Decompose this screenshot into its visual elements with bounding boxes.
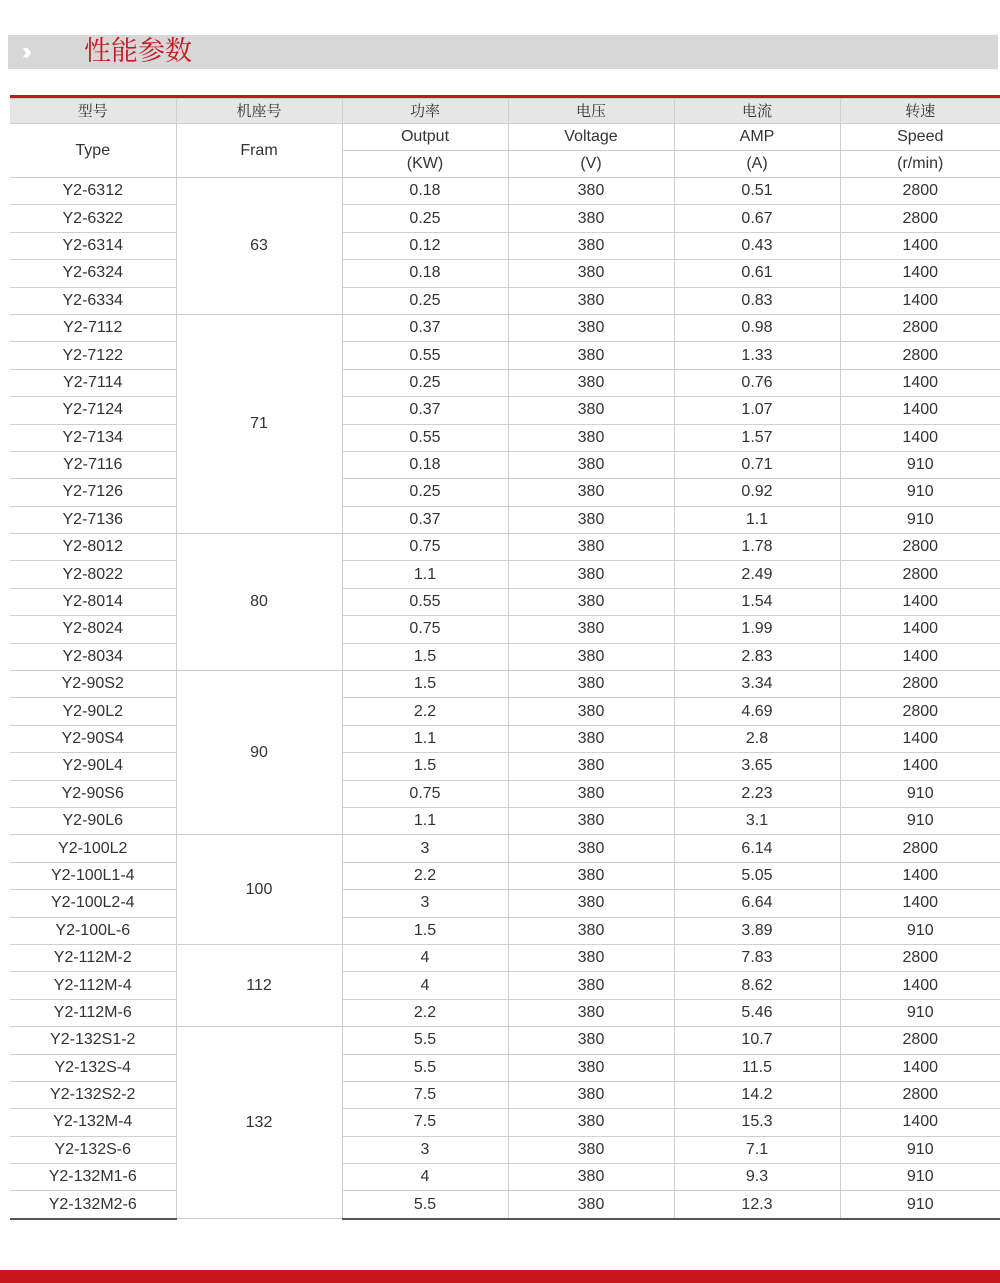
cell-type: Y2-90S2 bbox=[10, 671, 176, 698]
page-title: 性能参数 bbox=[84, 36, 192, 67]
cell-voltage: 380 bbox=[508, 588, 674, 615]
cell-voltage: 380 bbox=[508, 1027, 674, 1054]
table-row bbox=[10, 944, 1000, 971]
table-row bbox=[10, 1054, 1000, 1081]
cell-type: Y2-100L-6 bbox=[10, 917, 176, 944]
table-row bbox=[10, 588, 1000, 615]
table-row bbox=[10, 917, 1000, 944]
cell-voltage: 380 bbox=[508, 1191, 674, 1219]
header-amp-cn: 电流 bbox=[674, 99, 840, 124]
cell-speed: 910 bbox=[840, 807, 1000, 834]
cell-speed: 910 bbox=[840, 1136, 1000, 1163]
cell-output: 4 bbox=[342, 972, 508, 999]
cell-amp: 2.8 bbox=[674, 725, 840, 752]
cell-type: Y2-7136 bbox=[10, 506, 176, 533]
cell-frame: 90 bbox=[176, 671, 342, 835]
cell-amp: 3.34 bbox=[674, 671, 840, 698]
cell-speed: 910 bbox=[840, 479, 1000, 506]
table-row bbox=[10, 205, 1000, 232]
cell-speed: 1400 bbox=[840, 588, 1000, 615]
table-row bbox=[10, 753, 1000, 780]
cell-amp: 1.33 bbox=[674, 342, 840, 369]
cell-voltage: 380 bbox=[508, 671, 674, 698]
cell-amp: 7.1 bbox=[674, 1136, 840, 1163]
table-row bbox=[10, 479, 1000, 506]
cell-output: 1.5 bbox=[342, 643, 508, 670]
cell-amp: 4.69 bbox=[674, 698, 840, 725]
cell-voltage: 380 bbox=[508, 725, 674, 752]
cell-output: 1.1 bbox=[342, 561, 508, 588]
cell-output: 1.1 bbox=[342, 807, 508, 834]
cell-output: 0.25 bbox=[342, 479, 508, 506]
cell-voltage: 380 bbox=[508, 862, 674, 889]
header-type-en: Type bbox=[10, 124, 176, 178]
header-frame-cn: 机座号 bbox=[176, 99, 342, 124]
cell-speed: 2800 bbox=[840, 698, 1000, 725]
cell-frame: 63 bbox=[176, 178, 342, 315]
cell-type: Y2-132S2-2 bbox=[10, 1081, 176, 1108]
cell-output: 0.55 bbox=[342, 342, 508, 369]
cell-speed: 2800 bbox=[840, 561, 1000, 588]
cell-amp: 6.14 bbox=[674, 835, 840, 862]
cell-type: Y2-112M-2 bbox=[10, 944, 176, 971]
cell-speed: 1400 bbox=[840, 1109, 1000, 1136]
header-speed-cn: 转速 bbox=[840, 99, 1000, 124]
cell-output: 0.25 bbox=[342, 369, 508, 396]
cell-type: Y2-7126 bbox=[10, 479, 176, 506]
cell-output: 1.1 bbox=[342, 725, 508, 752]
cell-amp: 0.51 bbox=[674, 178, 840, 205]
cell-voltage: 380 bbox=[508, 917, 674, 944]
cell-amp: 0.43 bbox=[674, 232, 840, 259]
table-row bbox=[10, 314, 1000, 341]
cell-speed: 1400 bbox=[840, 616, 1000, 643]
table-row bbox=[10, 260, 1000, 287]
table-row bbox=[10, 397, 1000, 424]
cell-output: 0.37 bbox=[342, 506, 508, 533]
header-output-en: Output bbox=[342, 124, 508, 151]
cell-frame: 132 bbox=[176, 1027, 342, 1219]
cell-voltage: 380 bbox=[508, 424, 674, 451]
table-row bbox=[10, 862, 1000, 889]
cell-amp: 0.98 bbox=[674, 314, 840, 341]
header-row-en bbox=[10, 124, 1000, 151]
cell-amp: 0.76 bbox=[674, 369, 840, 396]
cell-speed: 2800 bbox=[840, 944, 1000, 971]
cell-type: Y2-132M-4 bbox=[10, 1109, 176, 1136]
performance-table bbox=[10, 98, 1000, 1220]
cell-speed: 1400 bbox=[840, 397, 1000, 424]
chevrons-icon: ››› bbox=[22, 38, 25, 65]
cell-voltage: 380 bbox=[508, 753, 674, 780]
cell-output: 0.75 bbox=[342, 534, 508, 561]
table-row bbox=[10, 807, 1000, 834]
cell-type: Y2-90S6 bbox=[10, 780, 176, 807]
cell-voltage: 380 bbox=[508, 314, 674, 341]
cell-speed: 2800 bbox=[840, 1027, 1000, 1054]
cell-speed: 2800 bbox=[840, 835, 1000, 862]
cell-amp: 11.5 bbox=[674, 1054, 840, 1081]
cell-type: Y2-132S1-2 bbox=[10, 1027, 176, 1054]
cell-type: Y2-90L2 bbox=[10, 698, 176, 725]
cell-output: 3 bbox=[342, 835, 508, 862]
cell-voltage: 380 bbox=[508, 807, 674, 834]
cell-type: Y2-8034 bbox=[10, 643, 176, 670]
cell-output: 5.5 bbox=[342, 1054, 508, 1081]
cell-voltage: 380 bbox=[508, 1054, 674, 1081]
cell-speed: 1400 bbox=[840, 972, 1000, 999]
table-row bbox=[10, 780, 1000, 807]
cell-speed: 1400 bbox=[840, 1054, 1000, 1081]
cell-speed: 1400 bbox=[840, 369, 1000, 396]
cell-output: 4 bbox=[342, 1164, 508, 1191]
cell-type: Y2-7124 bbox=[10, 397, 176, 424]
table-row bbox=[10, 725, 1000, 752]
cell-voltage: 380 bbox=[508, 287, 674, 314]
table-row bbox=[10, 342, 1000, 369]
cell-type: Y2-8024 bbox=[10, 616, 176, 643]
table-row bbox=[10, 643, 1000, 670]
table-row bbox=[10, 424, 1000, 451]
cell-type: Y2-7114 bbox=[10, 369, 176, 396]
cell-speed: 2800 bbox=[840, 178, 1000, 205]
unit-speed: (r/min) bbox=[840, 151, 1000, 178]
cell-output: 0.25 bbox=[342, 287, 508, 314]
cell-speed: 1400 bbox=[840, 725, 1000, 752]
cell-speed: 910 bbox=[840, 999, 1000, 1026]
cell-type: Y2-6324 bbox=[10, 260, 176, 287]
table-row bbox=[10, 1109, 1000, 1136]
cell-amp: 2.83 bbox=[674, 643, 840, 670]
cell-voltage: 380 bbox=[508, 205, 674, 232]
cell-amp: 14.2 bbox=[674, 1081, 840, 1108]
cell-amp: 12.3 bbox=[674, 1191, 840, 1219]
cell-output: 0.18 bbox=[342, 178, 508, 205]
cell-amp: 3.1 bbox=[674, 807, 840, 834]
cell-amp: 6.64 bbox=[674, 890, 840, 917]
table-row bbox=[10, 999, 1000, 1026]
cell-speed: 1400 bbox=[840, 232, 1000, 259]
cell-frame: 100 bbox=[176, 835, 342, 945]
cell-voltage: 380 bbox=[508, 944, 674, 971]
cell-speed: 910 bbox=[840, 917, 1000, 944]
cell-type: Y2-6312 bbox=[10, 178, 176, 205]
cell-output: 2.2 bbox=[342, 862, 508, 889]
cell-output: 5.5 bbox=[342, 1027, 508, 1054]
cell-voltage: 380 bbox=[508, 1081, 674, 1108]
cell-type: Y2-100L2 bbox=[10, 835, 176, 862]
cell-speed: 910 bbox=[840, 1191, 1000, 1219]
cell-voltage: 380 bbox=[508, 1136, 674, 1163]
cell-output: 2.2 bbox=[342, 999, 508, 1026]
cell-speed: 2800 bbox=[840, 342, 1000, 369]
cell-type: Y2-100L1-4 bbox=[10, 862, 176, 889]
cell-speed: 1400 bbox=[840, 287, 1000, 314]
unit-voltage: (V) bbox=[508, 151, 674, 178]
cell-voltage: 380 bbox=[508, 999, 674, 1026]
cell-amp: 2.23 bbox=[674, 780, 840, 807]
cell-output: 0.75 bbox=[342, 616, 508, 643]
cell-type: Y2-112M-6 bbox=[10, 999, 176, 1026]
cell-output: 7.5 bbox=[342, 1081, 508, 1108]
header-amp-en: AMP bbox=[674, 124, 840, 151]
footer-bar bbox=[0, 1270, 1000, 1283]
cell-voltage: 380 bbox=[508, 890, 674, 917]
header-type-cn: 型号 bbox=[10, 99, 176, 124]
cell-voltage: 380 bbox=[508, 479, 674, 506]
table-row bbox=[10, 835, 1000, 862]
cell-output: 7.5 bbox=[342, 1109, 508, 1136]
cell-voltage: 380 bbox=[508, 260, 674, 287]
cell-voltage: 380 bbox=[508, 1164, 674, 1191]
cell-voltage: 380 bbox=[508, 534, 674, 561]
table-row bbox=[10, 232, 1000, 259]
table-row bbox=[10, 1081, 1000, 1108]
cell-output: 0.37 bbox=[342, 397, 508, 424]
header-frame-en: Fram bbox=[176, 124, 342, 178]
table-row bbox=[10, 890, 1000, 917]
cell-amp: 1.07 bbox=[674, 397, 840, 424]
table-row bbox=[10, 671, 1000, 698]
table-row bbox=[10, 1191, 1000, 1219]
cell-voltage: 380 bbox=[508, 698, 674, 725]
cell-amp: 2.49 bbox=[674, 561, 840, 588]
cell-amp: 0.61 bbox=[674, 260, 840, 287]
cell-output: 1.5 bbox=[342, 753, 508, 780]
cell-frame: 71 bbox=[176, 314, 342, 533]
cell-speed: 1400 bbox=[840, 260, 1000, 287]
cell-type: Y2-7116 bbox=[10, 451, 176, 478]
cell-type: Y2-7122 bbox=[10, 342, 176, 369]
cell-amp: 3.89 bbox=[674, 917, 840, 944]
cell-output: 0.55 bbox=[342, 424, 508, 451]
cell-voltage: 380 bbox=[508, 780, 674, 807]
table-row bbox=[10, 561, 1000, 588]
spec-table-container bbox=[10, 95, 1000, 1220]
cell-speed: 2800 bbox=[840, 534, 1000, 561]
cell-speed: 2800 bbox=[840, 314, 1000, 341]
cell-amp: 1.1 bbox=[674, 506, 840, 533]
table-row bbox=[10, 1164, 1000, 1191]
cell-amp: 1.99 bbox=[674, 616, 840, 643]
cell-speed: 1400 bbox=[840, 753, 1000, 780]
cell-voltage: 380 bbox=[508, 232, 674, 259]
cell-amp: 0.83 bbox=[674, 287, 840, 314]
header-output-cn: 功率 bbox=[342, 99, 508, 124]
table-row bbox=[10, 287, 1000, 314]
cell-type: Y2-100L2-4 bbox=[10, 890, 176, 917]
cell-output: 0.55 bbox=[342, 588, 508, 615]
cell-speed: 910 bbox=[840, 1164, 1000, 1191]
cell-type: Y2-6314 bbox=[10, 232, 176, 259]
table-row bbox=[10, 451, 1000, 478]
table-row bbox=[10, 1136, 1000, 1163]
cell-amp: 7.83 bbox=[674, 944, 840, 971]
cell-output: 3 bbox=[342, 890, 508, 917]
cell-voltage: 380 bbox=[508, 616, 674, 643]
cell-amp: 5.46 bbox=[674, 999, 840, 1026]
unit-output: (KW) bbox=[342, 151, 508, 178]
cell-voltage: 380 bbox=[508, 369, 674, 396]
cell-type: Y2-90L6 bbox=[10, 807, 176, 834]
cell-output: 0.18 bbox=[342, 451, 508, 478]
cell-output: 1.5 bbox=[342, 917, 508, 944]
header-voltage-cn: 电压 bbox=[508, 99, 674, 124]
cell-amp: 0.67 bbox=[674, 205, 840, 232]
cell-type: Y2-7112 bbox=[10, 314, 176, 341]
cell-frame: 80 bbox=[176, 534, 342, 671]
cell-output: 0.25 bbox=[342, 205, 508, 232]
table-row bbox=[10, 369, 1000, 396]
table-row bbox=[10, 1027, 1000, 1054]
cell-speed: 1400 bbox=[840, 890, 1000, 917]
cell-voltage: 380 bbox=[508, 972, 674, 999]
cell-voltage: 380 bbox=[508, 561, 674, 588]
cell-output: 0.18 bbox=[342, 260, 508, 287]
cell-output: 5.5 bbox=[342, 1191, 508, 1219]
cell-output: 0.37 bbox=[342, 314, 508, 341]
cell-type: Y2-132S-6 bbox=[10, 1136, 176, 1163]
cell-output: 0.12 bbox=[342, 232, 508, 259]
cell-type: Y2-90L4 bbox=[10, 753, 176, 780]
cell-type: Y2-6334 bbox=[10, 287, 176, 314]
cell-speed: 910 bbox=[840, 451, 1000, 478]
header-speed-en: Speed bbox=[840, 124, 1000, 151]
cell-type: Y2-90S4 bbox=[10, 725, 176, 752]
cell-amp: 1.78 bbox=[674, 534, 840, 561]
cell-speed: 2800 bbox=[840, 205, 1000, 232]
cell-amp: 10.7 bbox=[674, 1027, 840, 1054]
cell-amp: 8.62 bbox=[674, 972, 840, 999]
cell-type: Y2-8014 bbox=[10, 588, 176, 615]
cell-type: Y2-132S-4 bbox=[10, 1054, 176, 1081]
cell-type: Y2-112M-4 bbox=[10, 972, 176, 999]
cell-output: 2.2 bbox=[342, 698, 508, 725]
table-row bbox=[10, 616, 1000, 643]
cell-output: 3 bbox=[342, 1136, 508, 1163]
cell-speed: 1400 bbox=[840, 862, 1000, 889]
cell-type: Y2-8012 bbox=[10, 534, 176, 561]
cell-type: Y2-132M2-6 bbox=[10, 1191, 176, 1219]
cell-amp: 0.71 bbox=[674, 451, 840, 478]
table-row bbox=[10, 506, 1000, 533]
table-row bbox=[10, 698, 1000, 725]
cell-type: Y2-8022 bbox=[10, 561, 176, 588]
section-title-bar bbox=[8, 35, 998, 69]
cell-speed: 1400 bbox=[840, 424, 1000, 451]
cell-output: 4 bbox=[342, 944, 508, 971]
table-row bbox=[10, 178, 1000, 205]
cell-voltage: 380 bbox=[508, 643, 674, 670]
cell-amp: 1.54 bbox=[674, 588, 840, 615]
cell-speed: 2800 bbox=[840, 1081, 1000, 1108]
cell-frame: 112 bbox=[176, 944, 342, 1026]
cell-voltage: 380 bbox=[508, 1109, 674, 1136]
cell-speed: 2800 bbox=[840, 671, 1000, 698]
cell-amp: 0.92 bbox=[674, 479, 840, 506]
cell-amp: 5.05 bbox=[674, 862, 840, 889]
table-row bbox=[10, 534, 1000, 561]
cell-voltage: 380 bbox=[508, 835, 674, 862]
table-body bbox=[10, 178, 1000, 1219]
cell-type: Y2-7134 bbox=[10, 424, 176, 451]
cell-speed: 910 bbox=[840, 780, 1000, 807]
cell-voltage: 380 bbox=[508, 451, 674, 478]
cell-amp: 3.65 bbox=[674, 753, 840, 780]
cell-type: Y2-132M1-6 bbox=[10, 1164, 176, 1191]
cell-voltage: 380 bbox=[508, 178, 674, 205]
cell-speed: 910 bbox=[840, 506, 1000, 533]
cell-speed: 1400 bbox=[840, 643, 1000, 670]
table-row bbox=[10, 972, 1000, 999]
cell-amp: 9.3 bbox=[674, 1164, 840, 1191]
cell-output: 0.75 bbox=[342, 780, 508, 807]
cell-voltage: 380 bbox=[508, 506, 674, 533]
header-voltage-en: Voltage bbox=[508, 124, 674, 151]
cell-output: 1.5 bbox=[342, 671, 508, 698]
cell-voltage: 380 bbox=[508, 342, 674, 369]
cell-amp: 1.57 bbox=[674, 424, 840, 451]
cell-type: Y2-6322 bbox=[10, 205, 176, 232]
header-row-cn bbox=[10, 99, 1000, 124]
cell-amp: 15.3 bbox=[674, 1109, 840, 1136]
cell-voltage: 380 bbox=[508, 397, 674, 424]
unit-amp: (A) bbox=[674, 151, 840, 178]
